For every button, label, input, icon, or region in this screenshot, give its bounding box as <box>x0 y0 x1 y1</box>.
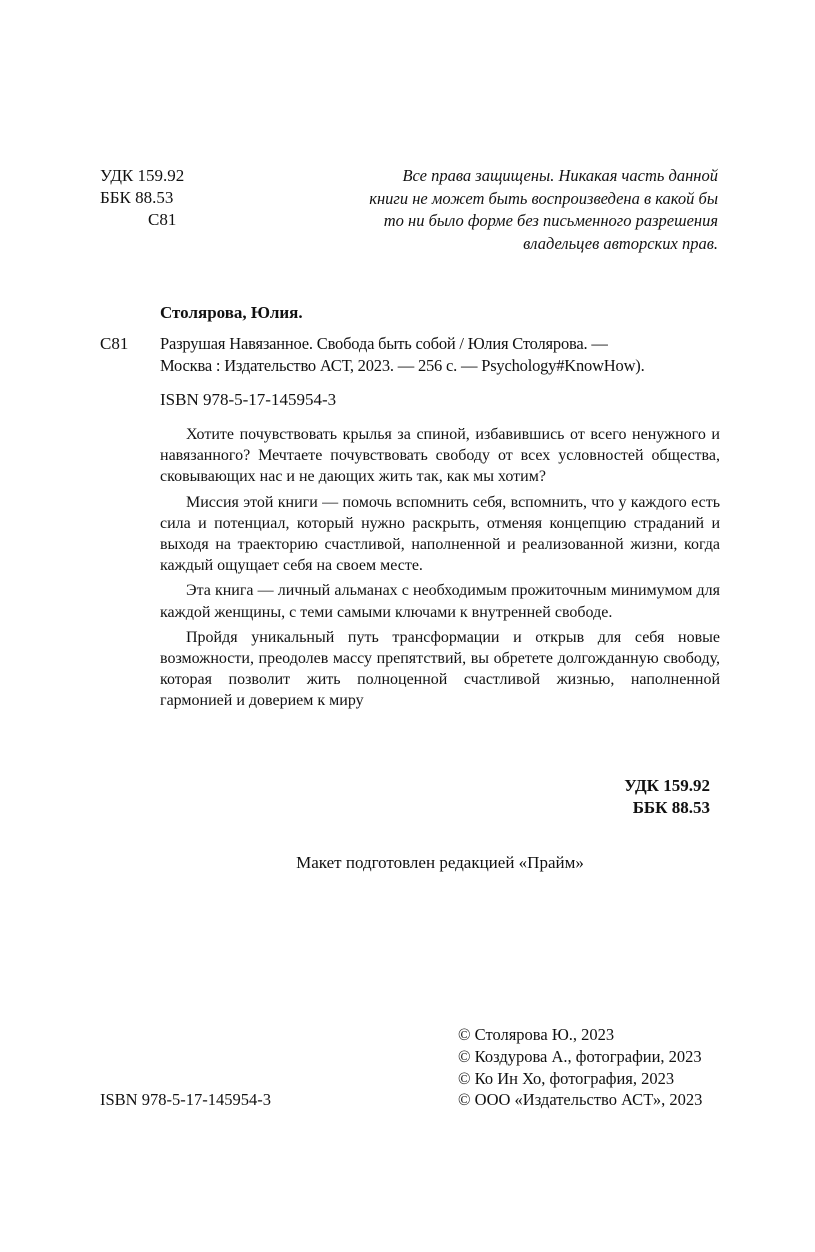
isbn: ISBN 978-5-17-145954-3 <box>160 390 337 409</box>
biblio-line: Разрушая Навязанное. Свобода быть собой / Юлия Столярова. — <box>160 334 608 353</box>
annotation-paragraph: Эта книга — личный альманах с необходимым прожиточным минимумом для каждой женщины, с теми самыми ключами к внутренней свободе. <box>160 582 720 621</box>
catalog-code: С81 <box>100 334 129 353</box>
copyright-line: © Столярова Ю., 2023 <box>458 1025 615 1044</box>
bbk-code-bottom: ББК 88.53 <box>632 798 710 817</box>
rights-line: Все права защищены. Никакая часть данной <box>402 166 718 185</box>
rights-notice <box>318 165 718 255</box>
biblio-line: Москва : Издательство АСТ, 2023. — 256 с. — Psychology#KnowHow). <box>160 356 645 375</box>
udk-code-bottom: УДК 159.92 <box>624 776 710 795</box>
bbk-code: ББК 88.53 <box>100 188 174 207</box>
bibliographic-description <box>160 333 725 377</box>
rights-line: владельцев авторских прав. <box>523 233 718 253</box>
annotation-paragraph: Хотите почувствовать крылья за спиной, избавившись от всего ненужного и навязанного? Мечтаете почувствовать свободу от всех условностей общества, сковывающих нас и не дающих жить так, как мы хотим? <box>160 426 720 486</box>
copyright-block <box>458 1024 728 1111</box>
classification-bottom <box>560 775 710 819</box>
copyright-line: © ООО «Издательство АСТ», 2023 <box>458 1090 703 1110</box>
annotation <box>160 424 720 716</box>
classification-block <box>100 165 240 231</box>
copyright-line: © Коздурова А., фотографии, 2023 <box>458 1046 702 1066</box>
author-heading: Столярова, Юлия. <box>160 303 303 322</box>
udk-code: УДК 159.92 <box>100 166 185 185</box>
author-mark: С81 <box>148 210 177 229</box>
annotation-paragraph: Пройдя уникальный путь трансформации и открыв для себя новые возможности, преодолев массу препятствий, вы обретете долгожданную свободу, которая позволит жить полноценной счастливой жизнью, наполненной гармонией и доверием к миру <box>160 628 720 710</box>
isbn-bottom: ISBN 978-5-17-145954-3 <box>100 1090 271 1109</box>
annotation-paragraph: Миссия этой книги — помочь вспомнить себя, вспомнить, что у каждого есть сила и потенциал, который нужно раскрыть, отменяя концепцию страданий и выходя на траекторию счастливой, наполненной и реализованной жизни, когда каждый ощущает себя на своем месте. <box>160 493 720 575</box>
copyright-line: © Ко Ин Хо, фотография, 2023 <box>458 1068 675 1088</box>
rights-line: книги не может быть воспроизведена в какой бы <box>369 188 718 208</box>
prepared-by: Макет подготовлен редакцией «Прайм» <box>296 853 584 872</box>
rights-line: то ни было форме без письменного разрешения <box>383 211 718 230</box>
